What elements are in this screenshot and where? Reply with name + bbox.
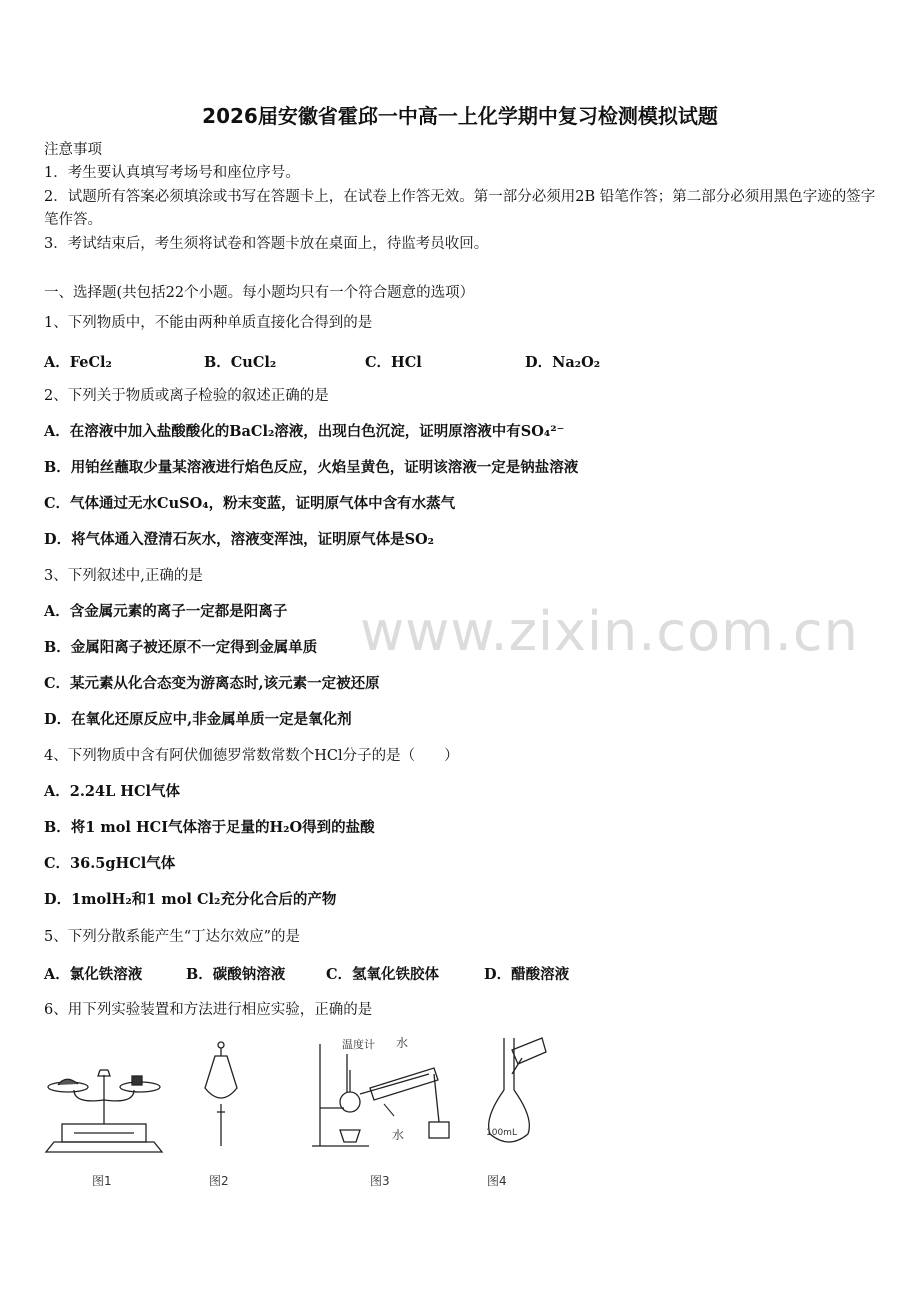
section-heading: 一、选择题(共包括22个小题。每小题均只有一个符合题意的选项） <box>44 285 475 301</box>
q4-option-d[interactable]: D．1molH₂和1 mol Cl₂充分化合后的产物 <box>44 891 337 908</box>
q1-option-a[interactable]: A．FeCl₂ <box>44 354 112 371</box>
q4-option-c[interactable]: C．36.5gHCl气体 <box>44 855 176 872</box>
figure-2-caption: 图2 <box>209 1174 229 1188</box>
balance-icon <box>46 1070 162 1152</box>
question-3-stem: 3、下列叙述中,正确的是 <box>44 568 203 584</box>
q3-option-c[interactable]: C．某元素从化合态变为游离态时,该元素一定被还原 <box>44 675 380 692</box>
q3-option-a[interactable]: A．含金属元素的离子一定都是阳离子 <box>44 603 288 620</box>
q2-option-b[interactable]: B．用铂丝蘸取少量某溶液进行焰色反应，火焰呈黄色，证明该溶液一定是钠盐溶液 <box>44 459 579 476</box>
notice-heading: 注意事项 <box>44 142 102 158</box>
figure-1-caption: 图1 <box>92 1174 112 1188</box>
page-title: 2026届安徽省霍邱一中高一上化学期中复习检测模拟试题 <box>202 104 718 128</box>
figure-4-caption: 图4 <box>487 1174 507 1188</box>
q4-option-a[interactable]: A．2.24L HCl气体 <box>44 783 181 800</box>
notice-item-3: 3．考试结束后，考生须将试卷和答题卡放在桌面上，待监考员收回。 <box>44 236 489 252</box>
q1-option-c[interactable]: C．HCl <box>365 354 422 371</box>
q1-option-d[interactable]: D．Na₂O₂ <box>525 354 601 371</box>
question-2-stem: 2、下列关于物质或离子检验的叙述正确的是 <box>44 388 329 404</box>
watermark: www.zixin.com.cn <box>360 600 859 663</box>
q5-option-b[interactable]: B．碳酸钠溶液 <box>186 966 286 983</box>
volumetric-flask-icon <box>489 1038 546 1142</box>
q2-option-a[interactable]: A．在溶液中加入盐酸酸化的BaCl₂溶液，出现白色沉淀，证明原溶液中有SO₄²⁻ <box>44 423 565 440</box>
figure-3-caption: 图3 <box>370 1174 390 1188</box>
q5-option-c[interactable]: C．氢氧化铁胶体 <box>326 966 440 983</box>
q4-option-b[interactable]: B．将1 mol HCI气体溶于足量的H₂O得到的盐酸 <box>44 819 375 836</box>
apparatus-drawing <box>44 1030 604 1200</box>
q5-option-d[interactable]: D．醋酸溶液 <box>484 966 570 983</box>
apparatus-figures <box>44 1030 604 1200</box>
water-out-label: 水 <box>392 1128 405 1142</box>
separatory-funnel-icon <box>205 1042 237 1146</box>
q2-option-d[interactable]: D．将气体通入澄清石灰水，溶液变浑浊，证明原气体是SO₂ <box>44 531 435 548</box>
water-in-label: 水 <box>396 1036 409 1050</box>
question-5-stem: 5、下列分散系能产生“丁达尔效应”的是 <box>44 929 301 945</box>
q3-option-d[interactable]: D．在氧化还原反应中,非金属单质一定是氧化剂 <box>44 711 352 728</box>
q2-option-c[interactable]: C．气体通过无水CuSO₄，粉末变蓝，证明原气体中含有水蒸气 <box>44 495 456 512</box>
q5-option-a[interactable]: A．氯化铁溶液 <box>44 966 143 983</box>
question-1-stem: 1、下列物质中，不能由两种单质直接化合得到的是 <box>44 315 373 331</box>
flask-volume-label: 100mL <box>486 1128 517 1138</box>
question-6-stem: 6、用下列实验装置和方法进行相应实验，正确的是 <box>44 1002 373 1018</box>
question-4-stem: 4、下列物质中含有阿伏伽德罗常数常数个HCl分子的是（ ） <box>44 748 459 764</box>
notice-item-2: 2．试题所有答案必须填涂或书写在答题卡上，在试卷上作答无效。第一部分必须用2B 铅笔作答；第二部分必须用黑色字迹的签字笔作答。 <box>44 189 876 228</box>
thermometer-label: 温度计 <box>342 1038 375 1051</box>
distillation-apparatus-icon <box>312 1044 449 1146</box>
question-5-options <box>44 963 644 983</box>
q1-option-b[interactable]: B．CuCl₂ <box>204 354 277 371</box>
question-1-options <box>44 351 644 371</box>
q3-option-b[interactable]: B．金属阳离子被还原不一定得到金属单质 <box>44 639 318 656</box>
notice-item-1: 1．考生要认真填写考场号和座位序号。 <box>44 165 300 181</box>
